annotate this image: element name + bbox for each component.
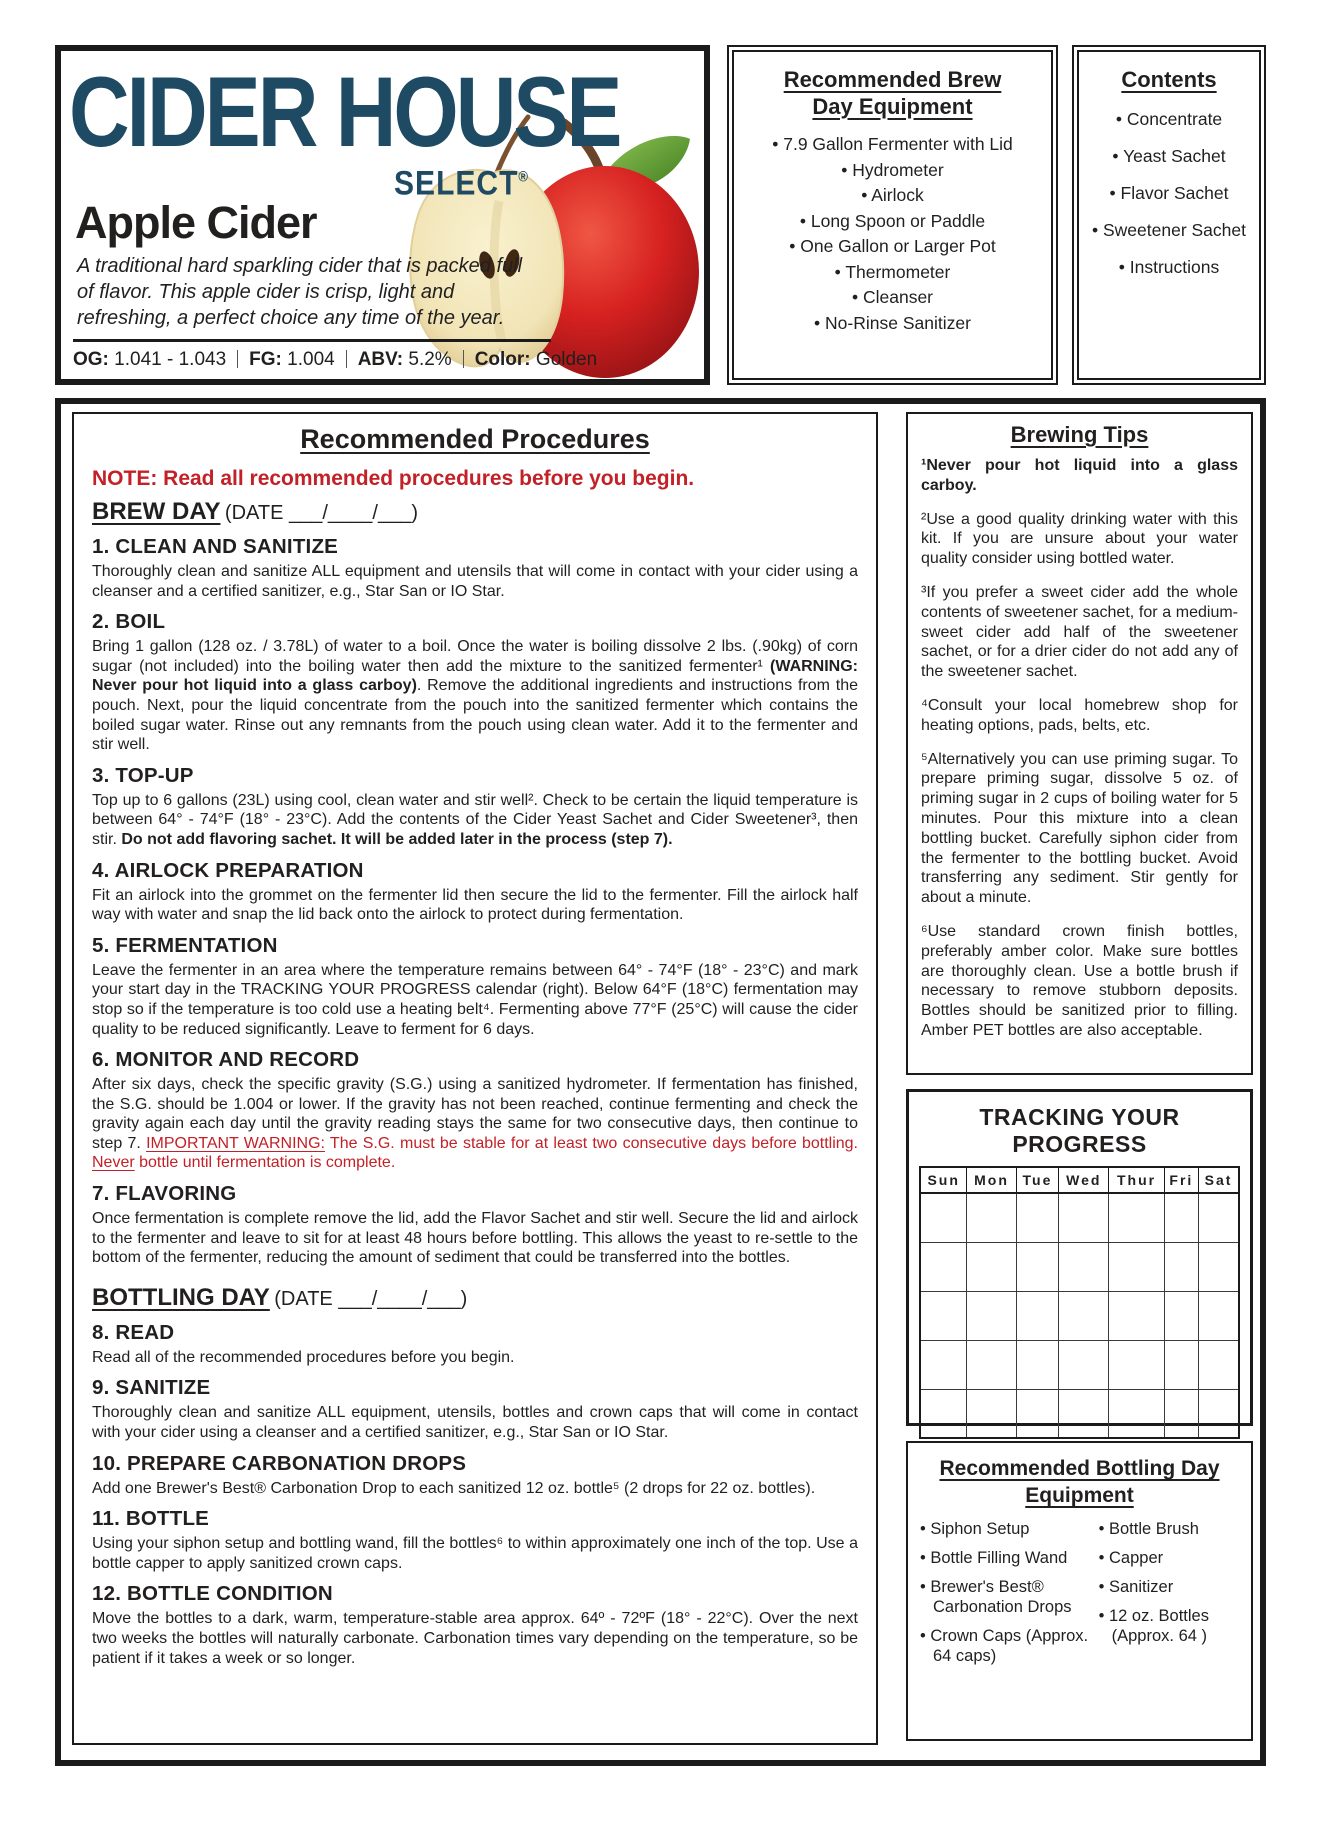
calendar-cell bbox=[1016, 1193, 1059, 1242]
calendar-header-row bbox=[920, 1167, 1239, 1193]
procedures-note: NOTE: Read all recommended procedures before you begin. bbox=[92, 467, 695, 490]
day-header: Thur bbox=[1109, 1167, 1164, 1193]
procedure-body bbox=[92, 1403, 858, 1442]
bottling-day-line bbox=[92, 1284, 858, 1312]
calendar-cell bbox=[920, 1193, 967, 1242]
stat-divider bbox=[346, 350, 347, 368]
body-bold: Do not add flavoring sachet. It will be added later in the process (step 7). bbox=[121, 830, 673, 848]
procedure-section-10 bbox=[92, 1452, 858, 1499]
calendar-cell bbox=[1059, 1242, 1109, 1291]
body-text: Read all of the recommended procedures before you begin. bbox=[92, 1348, 515, 1366]
procedure-body bbox=[92, 1209, 858, 1268]
calendar-cell bbox=[967, 1193, 1016, 1242]
procedure-body bbox=[92, 1075, 858, 1173]
calendar-cell bbox=[1199, 1389, 1239, 1438]
calendar-row bbox=[920, 1193, 1239, 1242]
brewing-tip-3: ³If you prefer a sweet cider add the whole contents of sweetener sachet, for a medium-sweet cider add half of the sweetener sachet, or for a drier cider do not add any of the sweetener sachet. bbox=[921, 583, 1238, 681]
body-text: . Remove the additional ingredients and instructions from the pouch. Next, pour the liquid concentrate from the pouch into the sanitized fermenter which contains the boiled sugar water. Rinse out any remnants from the pouch using clean water. Add it to the fermenter and stir well. bbox=[92, 677, 858, 754]
procedure-section-6 bbox=[92, 1048, 858, 1173]
stat-divider bbox=[463, 350, 464, 368]
body-text: Leave the fermenter in an area where the temperature remains between 64° - 74°F (18° - 23°C) and mark your start day in the TRACKING YOUR PROGRESS calendar (right). Below 64°F (18°C) fermentation may stop so if the temperature is too cold use a heating belt⁴. Fermenting above 77°F (25°C) will cause the cider quality to be reduced significantly. Leave to ferment for 6 days. bbox=[92, 961, 858, 1038]
procedure-section-3 bbox=[92, 764, 858, 850]
list-item: • Concentrate bbox=[1085, 105, 1253, 134]
kit-contents-box bbox=[1072, 45, 1266, 385]
fg-label: FG: bbox=[249, 349, 282, 370]
brew-day-date-blank: (DATE ___/____/___) bbox=[224, 502, 418, 524]
product-title: Apple Cider bbox=[75, 197, 317, 248]
abv-value: 5.2% bbox=[408, 349, 452, 370]
calendar-cell bbox=[967, 1389, 1016, 1438]
calendar-row bbox=[920, 1389, 1239, 1438]
procedure-heading: 7. FLAVORING bbox=[92, 1182, 237, 1206]
procedure-heading: 3. TOP-UP bbox=[92, 763, 194, 787]
calendar-cell bbox=[1109, 1389, 1164, 1438]
warning-text: bottle until fermentation is complete. bbox=[134, 1154, 396, 1172]
list-item: • Capper bbox=[1099, 1548, 1239, 1568]
list-item: • Hydrometer bbox=[740, 158, 1045, 184]
day-header: Sun bbox=[920, 1167, 967, 1193]
kit-contents-title: Contents bbox=[1121, 67, 1217, 92]
calendar-cell bbox=[1164, 1242, 1198, 1291]
calendar-cell bbox=[1199, 1340, 1239, 1389]
product-description: A traditional hard sparkling cider that is packed full of flavor. This apple cider is crisp, light and refreshing, a perfect choice any time of the year. bbox=[77, 255, 523, 329]
color-value: Golden bbox=[535, 349, 598, 370]
procedure-heading: 4. AIRLOCK PREPARATION bbox=[92, 858, 364, 882]
brew-day-equipment-box bbox=[727, 45, 1058, 385]
procedure-section-9 bbox=[92, 1376, 858, 1442]
body-text: Bring 1 gallon (128 oz. / 3.78L) of water to a boil. Once the water is boiling dissolve 2 lbs. (.90kg) of corn sugar (not included) into the boiling water then add the mixture to the sanitized fermenter¹ bbox=[92, 638, 858, 675]
procedure-heading: 9. SANITIZE bbox=[92, 1376, 211, 1400]
color-label: Color: bbox=[474, 349, 531, 370]
body-text: Thoroughly clean and sanitize ALL equipment and utensils that will come in contact with your cider using a cleanser and a certified sanitizer, e.g., Star San or IO Star. bbox=[92, 563, 858, 600]
procedure-section-7 bbox=[92, 1182, 858, 1268]
calendar-cell bbox=[1059, 1389, 1109, 1438]
gravity-stats-bar bbox=[73, 339, 598, 371]
list-item: • Bottle Brush bbox=[1099, 1519, 1239, 1539]
procedure-body bbox=[92, 791, 858, 850]
bottling-equipment-columns bbox=[920, 1519, 1239, 1675]
brewing-tips-box bbox=[906, 412, 1253, 1075]
brew-day-equipment-title: Recommended Brew Day Equipment bbox=[783, 67, 1002, 119]
list-item: • Yeast Sachet bbox=[1085, 142, 1253, 171]
tracking-calendar bbox=[919, 1166, 1240, 1439]
procedure-body bbox=[92, 637, 858, 755]
warning-text: The S.G. must be stable for at least two consecutive days before bottling. bbox=[324, 1134, 859, 1152]
procedure-body bbox=[92, 1609, 858, 1668]
procedure-section-5 bbox=[92, 934, 858, 1039]
tracking-progress-title: TRACKING YOUR PROGRESS bbox=[979, 1104, 1180, 1157]
brew-day-equipment-list bbox=[740, 132, 1045, 336]
calendar-cell bbox=[1059, 1340, 1109, 1389]
day-header: Mon bbox=[967, 1167, 1016, 1193]
procedure-section-1 bbox=[92, 535, 858, 601]
fg-value: 1.004 bbox=[287, 349, 335, 370]
calendar-cell bbox=[1199, 1193, 1239, 1242]
brew-day-equipment-inner bbox=[732, 50, 1053, 380]
og-label: OG: bbox=[73, 349, 109, 370]
procedure-heading: 10. PREPARE CARBONATION DROPS bbox=[92, 1451, 467, 1475]
list-item: • Airlock bbox=[740, 183, 1045, 209]
list-item: • Flavor Sachet bbox=[1085, 179, 1253, 208]
calendar-row bbox=[920, 1291, 1239, 1340]
list-item: • Cleanser bbox=[740, 285, 1045, 311]
list-item: • Bottle Filling Wand bbox=[920, 1548, 1099, 1568]
calendar-cell bbox=[1016, 1340, 1059, 1389]
list-item: • Thermometer bbox=[740, 260, 1045, 286]
list-item: • One Gallon or Larger Pot bbox=[740, 234, 1045, 260]
og-value: 1.041 - 1.043 bbox=[114, 349, 227, 370]
calendar-cell bbox=[1016, 1291, 1059, 1340]
list-item: • Sweetener Sachet bbox=[1085, 216, 1253, 245]
calendar-cell bbox=[920, 1242, 967, 1291]
calendar-cell bbox=[1199, 1291, 1239, 1340]
body-text: Top up to 6 gallons (23L) using cool, clean water and stir well². Check to be certain the liquid temperature is between 64° - 74°F (18° - 23°C). Add the contents of the Cider Yeast Sachet and Cider Sweetener³, then stir. bbox=[92, 791, 858, 848]
brand-logo-select bbox=[379, 164, 529, 203]
list-item: • Siphon Setup bbox=[920, 1519, 1099, 1539]
calendar-cell bbox=[1016, 1389, 1059, 1438]
calendar-cell bbox=[920, 1340, 967, 1389]
warning-never: Never bbox=[92, 1154, 135, 1172]
body-text: Once fermentation is complete remove the lid, add the Flavor Sachet and stir well. Secure the lid and airlock to the fermenter and leave to sit for at least 48 hours before bottling. This allows the yeast to re-settle to the bottom of the fermenter, reducing the amount of sediment that could be transferred into the bottles. bbox=[92, 1210, 858, 1267]
body-bold-warning: (WARNING: Never pour hot liquid into a glass carboy) bbox=[92, 657, 858, 695]
day-header: Fri bbox=[1164, 1167, 1198, 1193]
calendar-cell bbox=[1109, 1242, 1164, 1291]
calendar-row bbox=[920, 1242, 1239, 1291]
body-text: After six days, check the specific gravity (S.G.) using a sanitized hydrometer. If fermentation has finished, the S.G. should be 1.004 or lower. If the gravity has not been reached, continue fermenting and check the gravity again each day until the gravity reading stays the same for two consecutive days, then continue to step 7. bbox=[92, 1076, 858, 1152]
procedure-body bbox=[92, 1348, 858, 1368]
bottling-day-equipment-box bbox=[906, 1441, 1253, 1741]
calendar-cell bbox=[1164, 1291, 1198, 1340]
brew-day-label: BREW DAY bbox=[92, 498, 221, 525]
procedure-body bbox=[92, 886, 858, 925]
day-header: Sat bbox=[1199, 1167, 1239, 1193]
kit-contents-inner bbox=[1077, 50, 1261, 380]
brewing-tip-5: ⁵Alternatively you can use priming sugar. To prepare priming sugar, dissolve 5 oz. of priming sugar in 2 cups of boiling water for 5 minutes. Pour this mixture into a clean bottling bucket. Carefully siphon cider from the fermenter to the bottling bucket. Avoid transferring any sediment. Stir gently for about a minute. bbox=[921, 750, 1238, 907]
list-item: • Brewer's Best® Carbonation Drops bbox=[920, 1577, 1099, 1617]
brewing-tip-1: ¹Never pour hot liquid into a glass carboy. bbox=[921, 457, 1238, 494]
calendar-cell bbox=[1109, 1193, 1164, 1242]
bottling-equipment-right-list bbox=[1099, 1519, 1239, 1675]
procedure-section-11 bbox=[92, 1507, 858, 1573]
calendar-cell bbox=[920, 1389, 967, 1438]
procedures-title: Recommended Procedures bbox=[300, 424, 650, 454]
brewing-tip-4: ⁴Consult your local homebrew shop for heating options, pads, belts, etc. bbox=[921, 696, 1238, 734]
calendar-cell bbox=[1199, 1242, 1239, 1291]
procedure-heading: 12. BOTTLE CONDITION bbox=[92, 1582, 333, 1606]
procedure-body bbox=[92, 961, 858, 1039]
brand-logo: CIDER HOUSE bbox=[69, 56, 620, 168]
brewing-tips-title: Brewing Tips bbox=[1010, 422, 1149, 447]
calendar-cell bbox=[1059, 1193, 1109, 1242]
stat-divider bbox=[237, 350, 238, 368]
list-item: • Long Spoon or Paddle bbox=[740, 209, 1045, 235]
day-header: Wed bbox=[1059, 1167, 1109, 1193]
procedure-section-12 bbox=[92, 1582, 858, 1668]
list-item: • No-Rinse Sanitizer bbox=[740, 311, 1045, 337]
procedure-heading: 1. CLEAN AND SANITIZE bbox=[92, 535, 339, 558]
bottling-equipment-left-list bbox=[920, 1519, 1099, 1675]
important-warning-label: IMPORTANT WARNING: bbox=[146, 1134, 325, 1152]
calendar-cell bbox=[1016, 1242, 1059, 1291]
list-item: • 12 oz. Bottles (Approx. 64 ) bbox=[1099, 1606, 1239, 1646]
procedure-heading: 5. FERMENTATION bbox=[92, 933, 278, 957]
brew-day-line bbox=[92, 498, 858, 526]
calendar-row bbox=[920, 1340, 1239, 1389]
abv-label: ABV: bbox=[357, 349, 404, 370]
body-text: Using your siphon setup and bottling wand, fill the bottles⁶ to within approximately one inch of the top. Use a bottle capper to apply sanitized crown caps. bbox=[92, 1535, 858, 1572]
bottling-day-equipment-title: Recommended Bottling Day Equipment bbox=[939, 1457, 1220, 1507]
calendar-cell bbox=[1164, 1389, 1198, 1438]
procedure-section-8 bbox=[92, 1321, 858, 1368]
calendar-cell bbox=[1109, 1340, 1164, 1389]
body-text: Thoroughly clean and sanitize ALL equipment, utensils, bottles and crown caps that will come in contact with your cider using a cleanser and a certified sanitizer, e.g., Star San or IO Star. bbox=[92, 1404, 858, 1442]
calendar-cell bbox=[967, 1242, 1016, 1291]
calendar-cell bbox=[920, 1291, 967, 1340]
day-header: Tue bbox=[1016, 1167, 1059, 1193]
procedure-heading: 6. MONITOR AND RECORD bbox=[92, 1048, 360, 1072]
select-text: SELECT bbox=[394, 164, 519, 203]
brewing-tip-6: ⁶Use standard crown finish bottles, preferably amber color. Make sure bottles are thoroughly clean. Use a bottle brush if necessary to remove stubborn deposits. Bottles should be sanitized prior to filling. Amber PET bottles are also acceptable. bbox=[921, 922, 1238, 1039]
list-item: • Crown Caps (Approx. 64 caps) bbox=[920, 1626, 1099, 1666]
brewing-tip-2: ²Use a good quality drinking water with this kit. If you are unsure about your water quality consider using bottled water. bbox=[921, 510, 1238, 568]
body-text: Fit an airlock into the grommet on the fermenter lid then secure the lid to the fermenter. Fill the airlock half way with water and snap the lid back onto the airlock to protect during fermentation. bbox=[92, 886, 858, 924]
kit-contents-list bbox=[1085, 105, 1253, 282]
procedure-body bbox=[92, 1534, 858, 1573]
procedures-box bbox=[72, 412, 878, 1745]
list-item: • 7.9 Gallon Fermenter with Lid bbox=[740, 132, 1045, 158]
procedure-heading: 2. BOIL bbox=[92, 610, 166, 634]
calendar-cell bbox=[1059, 1291, 1109, 1340]
procedure-body bbox=[92, 562, 858, 601]
bottling-day-label: BOTTLING DAY bbox=[92, 1283, 270, 1311]
list-item: • Instructions bbox=[1085, 253, 1253, 282]
calendar-cell bbox=[967, 1291, 1016, 1340]
procedure-heading: 11. BOTTLE bbox=[92, 1507, 210, 1531]
calendar-cell bbox=[1164, 1193, 1198, 1242]
list-item: • Sanitizer bbox=[1099, 1577, 1239, 1597]
procedure-body bbox=[92, 1479, 858, 1499]
registered-mark: ® bbox=[518, 167, 529, 186]
brand-header-box bbox=[55, 45, 710, 385]
body-text: Add one Brewer's Best® Carbonation Drop to each sanitized 12 oz. bottle⁵ (2 drops for 22 oz. bottles). bbox=[92, 1479, 816, 1497]
procedure-heading: 8. READ bbox=[92, 1320, 175, 1344]
procedure-section-4 bbox=[92, 859, 858, 925]
calendar-cell bbox=[1164, 1340, 1198, 1389]
bottling-day-date-blank: (DATE ___/____/___) bbox=[274, 1287, 468, 1310]
calendar-cell bbox=[1109, 1291, 1164, 1340]
body-text: Move the bottles to a dark, warm, temperature-stable area approx. 64º - 72ºF (18° - 22°C). Over the next two weeks the bottles will naturally carbonate. Carbonation times vary depending on the temperature, so be patient if it takes a week or so longer. bbox=[92, 1610, 858, 1667]
tracking-progress-box bbox=[906, 1089, 1253, 1426]
calendar-cell bbox=[967, 1340, 1016, 1389]
procedure-section-2 bbox=[92, 610, 858, 755]
